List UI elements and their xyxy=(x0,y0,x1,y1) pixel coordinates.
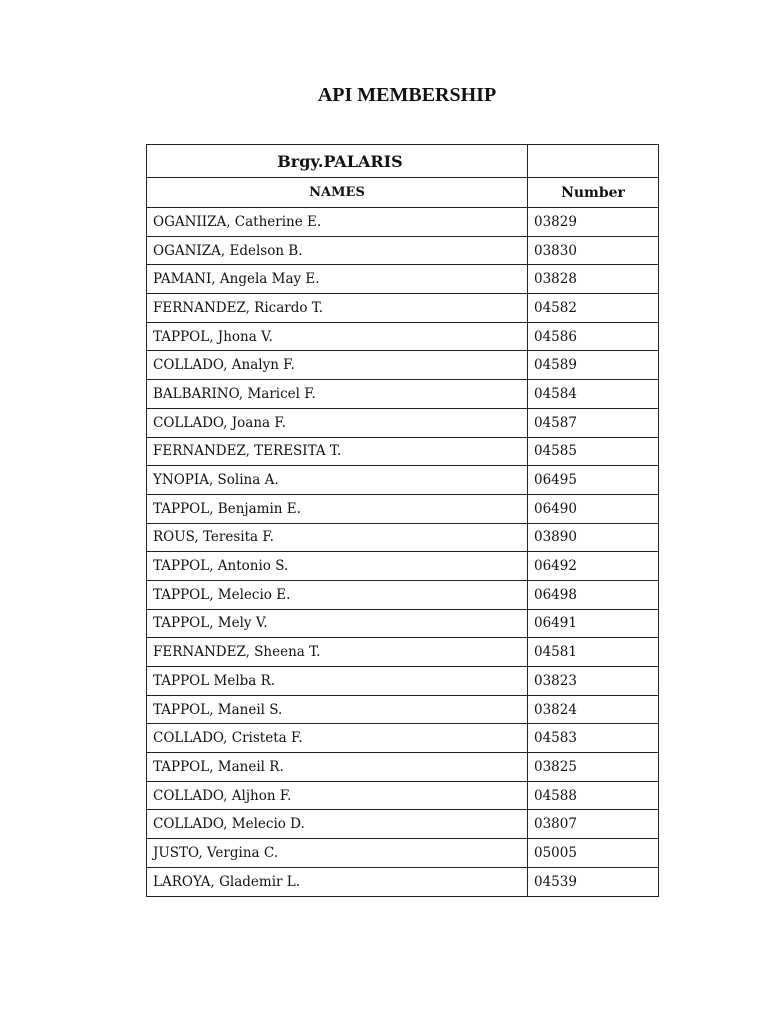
header-row xyxy=(147,178,659,208)
table-row xyxy=(147,609,659,638)
member-name: BALBARINO, Maricel F. xyxy=(147,380,528,409)
table-row xyxy=(147,265,659,294)
table-row xyxy=(147,667,659,696)
member-number: 06498 xyxy=(528,580,659,609)
member-name: TAPPOL, Antonio S. xyxy=(147,552,528,581)
table-row xyxy=(147,724,659,753)
member-name: ROUS, Teresita F. xyxy=(147,523,528,552)
names-header: NAMES xyxy=(147,178,528,208)
table-row xyxy=(147,867,659,896)
member-number: 05005 xyxy=(528,839,659,868)
membership-table xyxy=(146,144,659,897)
member-number: 03890 xyxy=(528,523,659,552)
member-number: 06495 xyxy=(528,466,659,495)
table-row xyxy=(147,437,659,466)
table-row xyxy=(147,695,659,724)
member-number: 04586 xyxy=(528,322,659,351)
table-row xyxy=(147,236,659,265)
member-name: TAPPOL Melba R. xyxy=(147,667,528,696)
member-number: 04582 xyxy=(528,294,659,323)
table-row xyxy=(147,580,659,609)
member-name: OGANIIZA, Catherine E. xyxy=(147,208,528,237)
member-number: 04581 xyxy=(528,638,659,667)
member-number: 03824 xyxy=(528,695,659,724)
member-name: OGANIZA, Edelson B. xyxy=(147,236,528,265)
member-name: JUSTO, Vergina C. xyxy=(147,839,528,868)
table-row xyxy=(147,351,659,380)
table-row xyxy=(147,781,659,810)
member-name: YNOPIA, Solina A. xyxy=(147,466,528,495)
member-number: 06492 xyxy=(528,552,659,581)
member-number: 03823 xyxy=(528,667,659,696)
member-number: 04585 xyxy=(528,437,659,466)
member-number: 04587 xyxy=(528,408,659,437)
member-number: 04539 xyxy=(528,867,659,896)
member-name: COLLADO, Melecio D. xyxy=(147,810,528,839)
member-number: 04584 xyxy=(528,380,659,409)
barangay-empty-cell xyxy=(528,145,659,178)
member-name: PAMANI, Angela May E. xyxy=(147,265,528,294)
member-name: COLLADO, Joana F. xyxy=(147,408,528,437)
member-number: 04588 xyxy=(528,781,659,810)
member-name: COLLADO, Cristeta F. xyxy=(147,724,528,753)
member-number: 03807 xyxy=(528,810,659,839)
table-row xyxy=(147,208,659,237)
table-row xyxy=(147,552,659,581)
member-number: 06490 xyxy=(528,494,659,523)
member-number: 04583 xyxy=(528,724,659,753)
member-name: TAPPOL, Jhona V. xyxy=(147,322,528,351)
member-name: COLLADO, Aljhon F. xyxy=(147,781,528,810)
table-row xyxy=(147,753,659,782)
member-name: TAPPOL, Maneil S. xyxy=(147,695,528,724)
member-name: TAPPOL, Mely V. xyxy=(147,609,528,638)
table-row xyxy=(147,810,659,839)
member-name: TAPPOL, Benjamin E. xyxy=(147,494,528,523)
table-row xyxy=(147,408,659,437)
barangay-name: Brgy.PALARIS xyxy=(147,145,528,178)
member-number: 03829 xyxy=(528,208,659,237)
member-name: COLLADO, Analyn F. xyxy=(147,351,528,380)
member-name: FERNANDEZ, Ricardo T. xyxy=(147,294,528,323)
table-row xyxy=(147,380,659,409)
table-row xyxy=(147,494,659,523)
table-row xyxy=(147,466,659,495)
member-number: 03828 xyxy=(528,265,659,294)
table-row xyxy=(147,294,659,323)
member-number: 03825 xyxy=(528,753,659,782)
member-number: 03830 xyxy=(528,236,659,265)
member-number: 06491 xyxy=(528,609,659,638)
document-title: API MEMBERSHIP xyxy=(317,84,497,106)
member-name: LAROYA, Glademir L. xyxy=(147,867,528,896)
member-name: FERNANDEZ, TERESITA T. xyxy=(147,437,528,466)
member-name: TAPPOL, Melecio E. xyxy=(147,580,528,609)
member-name: TAPPOL, Maneil R. xyxy=(147,753,528,782)
number-header: Number xyxy=(528,178,659,208)
table-row xyxy=(147,839,659,868)
table-row xyxy=(147,638,659,667)
table-row xyxy=(147,523,659,552)
member-name: FERNANDEZ, Sheena T. xyxy=(147,638,528,667)
table-row xyxy=(147,322,659,351)
member-number: 04589 xyxy=(528,351,659,380)
barangay-row xyxy=(147,145,659,178)
